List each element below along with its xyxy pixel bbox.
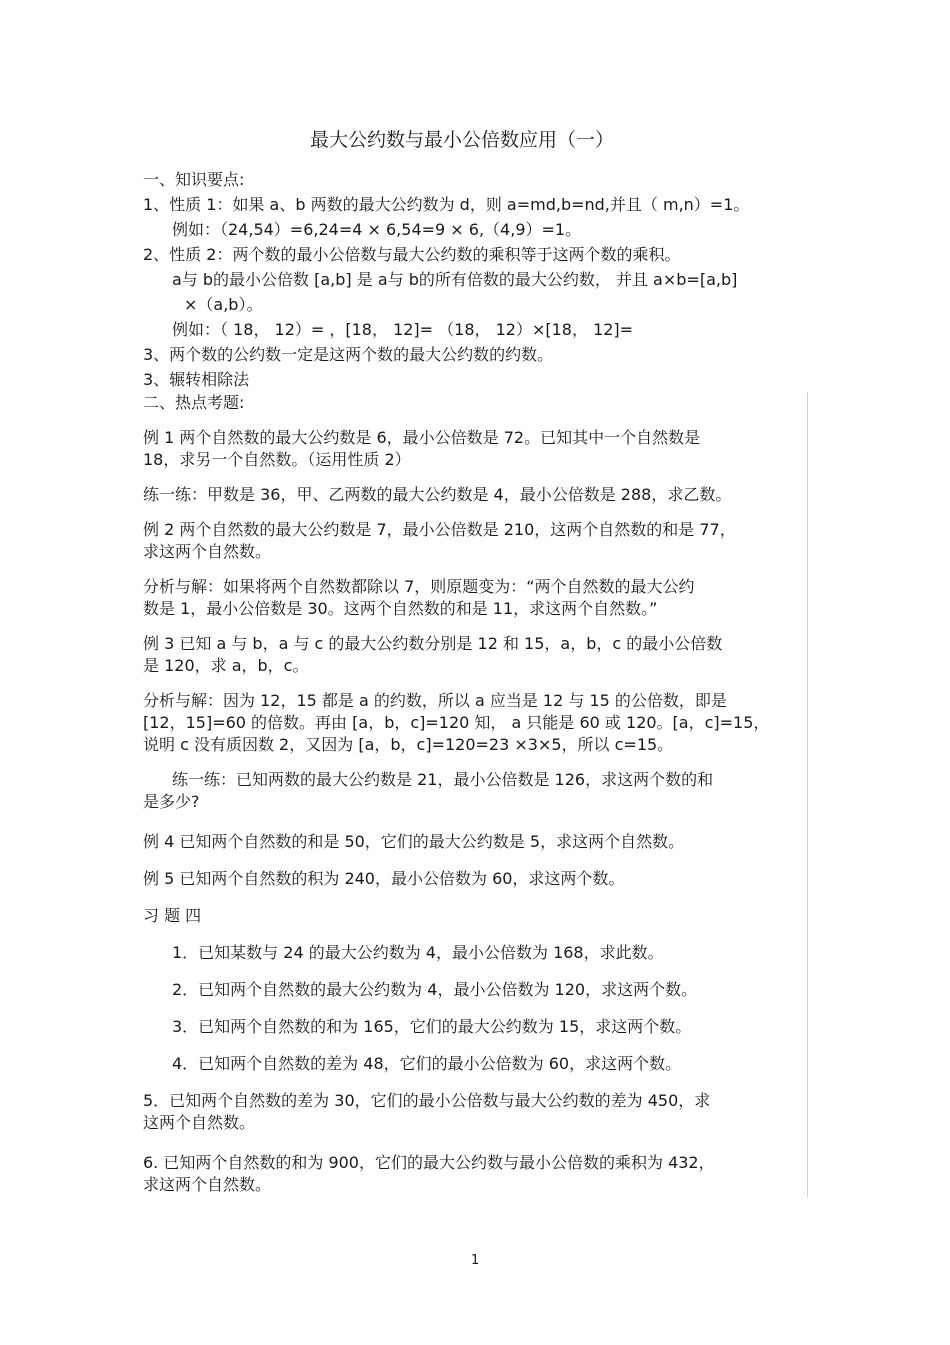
text-line: 3、两个数的公约数一定是这两个数的最大公约数的约数。 [143, 345, 554, 364]
heading-knowledge-points: 一、知识要点: [143, 170, 245, 189]
text-line: 数是 1，最小公倍数是 30。这两个自然数的和是 11，求这两个自然数。” [143, 599, 658, 618]
text-line: 3、辗转相除法 [143, 370, 250, 389]
text-line: 例 4 已知两个自然数的和是 50，它们的最大公约数是 5，求这两个自然数。 [143, 832, 685, 851]
text-line: 例 1 两个自然数的最大公约数是 6，最小公倍数是 72。已知其中一个自然数是 [143, 428, 701, 447]
text-line: 例 2 两个自然数的最大公约数是 7，最小公倍数是 210，这两个自然数的和是 77， [143, 520, 736, 539]
text-line: 说明 c 没有质因数 2，又因为 [a，b，c]=120=23 ×3×5，所以 c=15。 [143, 735, 674, 754]
text-line: 例如：（ 18， 12）= ，[18， 12]= （18， 12）×[18， 12]= [172, 320, 634, 339]
text-line: 求这两个自然数。 [143, 542, 272, 561]
text-line: 分析与解：如果将两个自然数都除以 7，则原题变为：“两个自然数的最大公约 [143, 577, 695, 596]
exercise-item: 2．已知两个自然数的最大公约数为 4，最小公倍数为 120，求这两个数。 [172, 980, 698, 999]
text-line: 分析与解：因为 12，15 都是 a 的约数，所以 a 应当是 12 与 15 的公倍数，即是 [143, 691, 727, 710]
page-number: 1 [471, 1253, 480, 1268]
text-line: 练一练：已知两数的最大公约数是 21，最小公倍数是 126，求这两个数的和 [172, 770, 714, 789]
exercise-item: 求这两个自然数。 [143, 1175, 272, 1194]
exercise-item: 3．已知两个自然数的和为 165，它们的最大公约数为 15，求这两个数。 [172, 1017, 692, 1036]
margin-rule [807, 392, 808, 1197]
text-line: a与 b的最小公倍数 [a,b] 是 a与 b的所有倍数的最大公约数， 并且 a×b=[a,b] [172, 270, 738, 289]
heading-exercises: 习 题 四 [143, 906, 202, 925]
text-line: 例如：（24,54）=6,24=4 × 6,54=9 × 6,（4,9）=1。 [172, 220, 582, 239]
exercise-item: 5．已知两个自然数的差为 30，它们的最小公倍数与最大公约数的差为 450，求 [143, 1091, 711, 1110]
text-line: 18，求另一个自然数。（运用性质 2） [143, 450, 411, 469]
text-line: ×（a,b）。 [184, 295, 263, 314]
text-line: 例 5 已知两个自然数的积为 240，最小公倍数为 60，求这两个数。 [143, 869, 625, 888]
exercise-item: 6. 已知两个自然数的和为 900，它们的最大公约数与最小公倍数的乘积为 432， [143, 1153, 715, 1172]
text-line: 例 3 已知 a 与 b，a 与 c 的最大公约数分别是 12 和 15，a，b，c 的最小公倍数 [143, 634, 723, 653]
exercise-item: 4．已知两个自然数的差为 48，它们的最小公倍数为 60，求这两个数。 [172, 1054, 682, 1073]
text-line: 是多少? [143, 792, 200, 811]
exercise-item: 这两个自然数。 [143, 1113, 256, 1132]
page-title: 最大公约数与最小公倍数应用（一） [310, 129, 615, 151]
text-line: 练一练：甲数是 36，甲、乙两数的最大公约数是 4，最小公倍数是 288，求乙数。 [143, 485, 732, 504]
text-line: 2、性质 2：两个数的最小公倍数与最大公约数的乘积等于这两个数的乘积。 [143, 245, 681, 264]
text-line: 是 120，求 a，b，c。 [143, 656, 309, 675]
text-line: [12，15]=60 的倍数。再由 [a，b，c]=120 知， a 只能是 60 或 120。[a，c]=15， [143, 713, 770, 732]
exercise-item: 1．已知某数与 24 的最大公约数为 4，最小公倍数为 168，求此数。 [172, 943, 664, 962]
text-line: 1、性质 1：如果 a、b 两数的最大公约数为 d，则 a=md,b=nd,并且（ m,n）=1。 [143, 195, 750, 214]
heading-hot-topics: 二、热点考题: [143, 393, 245, 412]
